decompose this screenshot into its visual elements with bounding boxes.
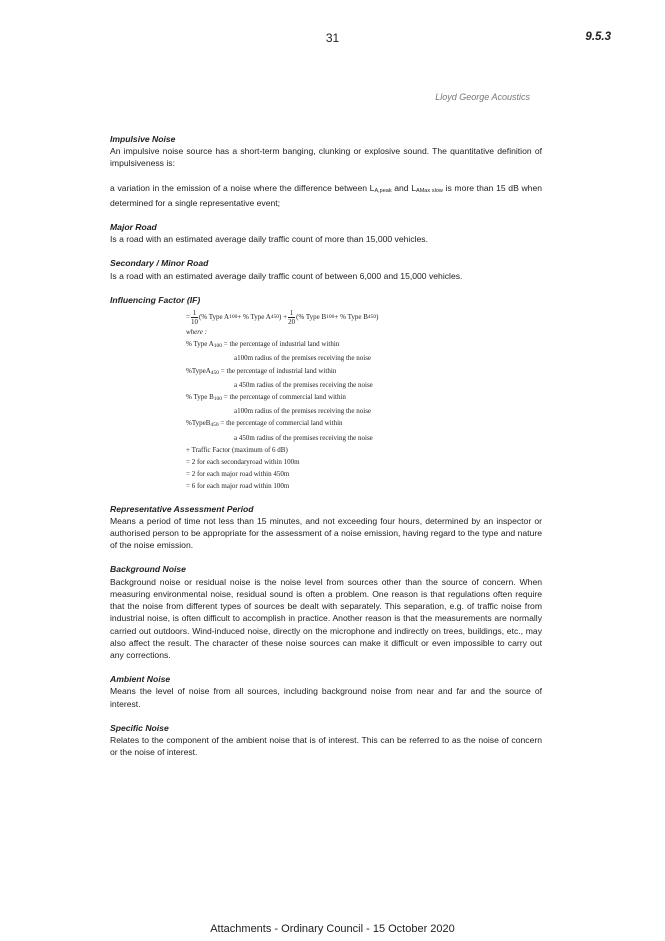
- company-name: Lloyd George Acoustics: [435, 92, 530, 102]
- item-reference: 9.5.3: [585, 31, 611, 43]
- representative-period-text: Means a period of time not less than 15 minutes, and not exceeding four hours, determined by an inspector or authorised person to be appropriate for the assessment of a noise emission, having regard to the type and nature of the noise emission.: [110, 515, 542, 551]
- formula-equation: = $\frac{1}{10}$ (% Type A 100 + % Type A 450 ) + $\frac{1}{20}$ (% Type B 100 + % Type B 450 ): [186, 308, 379, 326]
- document-body: [110, 133, 542, 758]
- background-noise-heading: Background Noise: [110, 564, 186, 575]
- formula-type-a450-cont: a 450m radius of the premises receiving the noise: [234, 380, 373, 389]
- impulsive-noise-text: An impulsive noise source has a short-term banging, clunking or explosive sound. The quantitative definition of impulsiveness is:: [110, 146, 542, 169]
- ambient-noise-heading: Ambient Noise: [110, 674, 171, 685]
- influencing-factor-formula: [186, 308, 516, 493]
- formula-where: where :: [186, 328, 207, 337]
- formula-type-a100: % Type $A_{100}$ = the percentage of industrial land within: [186, 340, 340, 350]
- formula-type-b100-cont: a100m radius of the premises receiving the noise: [234, 407, 372, 416]
- major-road-text: Is a road with an estimated average daily traffic count of more than 15,000 vehicles.: [110, 234, 428, 245]
- footer-text: Attachments - Ordinary Council - 15 October 2020: [210, 923, 455, 935]
- formula-traffic-major-450: = 2 for each major road within 450m: [186, 470, 290, 479]
- formula-traffic-factor: + Traffic Factor (maximum of 6 dB): [186, 445, 288, 454]
- formula-type-b100: % Type $B_{100}$ = the percentage of commercial land within: [186, 393, 346, 403]
- background-noise-text: Background noise or residual noise is the noise level from sources other than the source of concern. When measuring environmental noise, residual sound is often a problem. One reason is that regulations often require that the noise from different types of sources be dealt with separately. This separation, e.g. of traffic noise from industrial noise, is often difficult to accomplish in practice. Another reason is that the measurements are normally carried out outdoors. Wind-induced noise, directly on the microphone and indirectly on trees, buildings, etc., may also affect the result. The character of these noise sources can make it difficult or even impossible to carry out any corrections.: [110, 576, 542, 660]
- formula-type-a450: %TypeA$_{450}$ = the percentage of industrial land within: [186, 366, 337, 376]
- specific-noise-text: Relates to the component of the ambient noise that is of interest. This can be referred to as the noise of concern or the noise of interest.: [110, 734, 542, 758]
- fraction-one-tenth: $\frac{1}{10}$: [190, 308, 198, 326]
- fraction-one-twentieth: $\frac{1}{20}$: [288, 308, 296, 326]
- impulsive-noise-heading: Impulsive Noise: [110, 134, 176, 144]
- influencing-factor-heading: Influencing Factor (IF): [110, 294, 201, 305]
- representative-period-heading: Representative Assessment Period: [110, 503, 254, 514]
- major-road-heading: Major Road: [110, 222, 157, 233]
- formula-type-b450: %TypeB$_{450}$ = the percentage of commercial land within: [186, 419, 343, 429]
- secondary-road-heading: Secondary / Minor Road: [110, 258, 209, 269]
- formula-type-b450-cont: a 450m radius of the premises receiving the noise: [234, 433, 373, 442]
- impulsive-noise-definition: a variation in the emission of a noise where the difference between $L_{A,peak}$ and $L_{AMax slow}$ is more than 15 dB when determined for a single representative event;: [110, 182, 543, 208]
- specific-noise-heading: Specific Noise: [110, 722, 169, 733]
- ambient-noise-text: Means the level of noise from all sources, including background noise from near and far and the source of interest.: [110, 686, 542, 709]
- page-number: 31: [325, 31, 340, 45]
- formula-type-a100-cont: a100m radius of the premises receiving the noise: [234, 354, 372, 363]
- formula-traffic-secondary: = 2 for each secondaryroad within 100m: [186, 458, 300, 467]
- secondary-road-text: Is a road with an estimated average daily traffic count of between 6,000 and 15,000 vehicles.: [110, 270, 463, 281]
- formula-traffic-major-100: = 6 for each major road within 100m: [186, 482, 290, 491]
